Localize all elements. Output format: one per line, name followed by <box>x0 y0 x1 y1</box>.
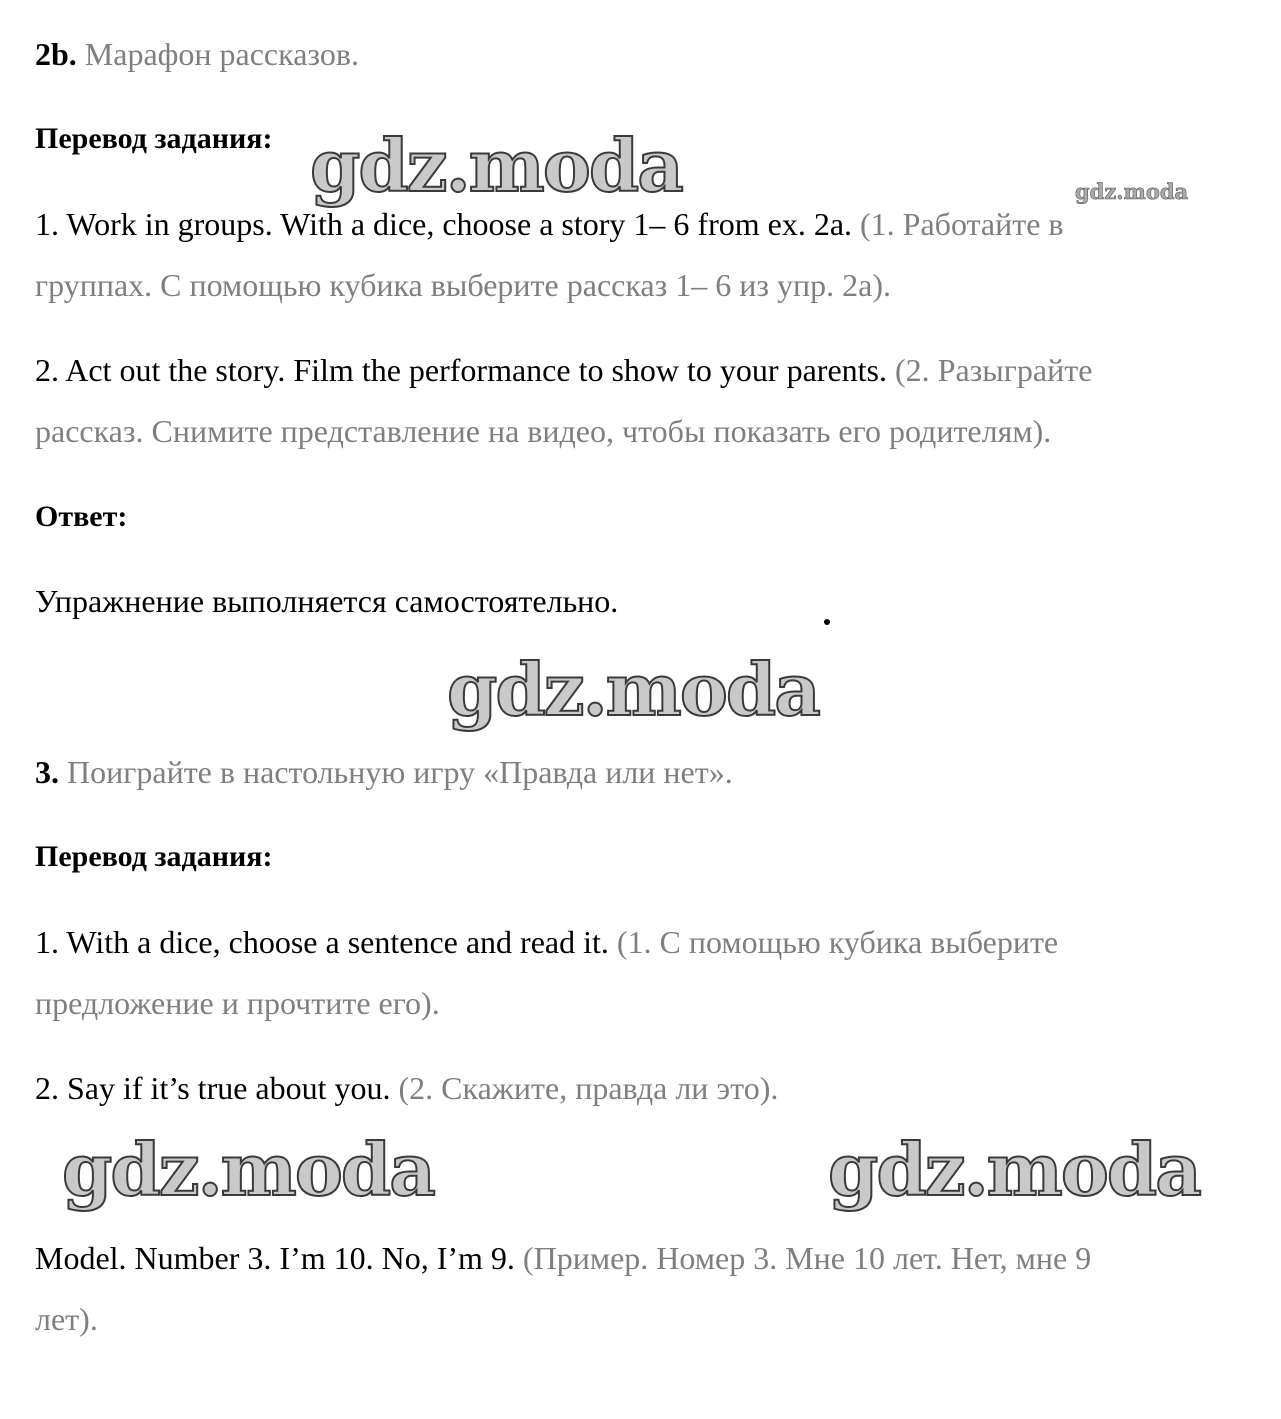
watermark-logo: gdz.moda <box>62 1127 434 1212</box>
section-2b-number: 2b. <box>35 36 77 72</box>
section-3-item2-en: 2. Say if it’s true about you. <box>35 1070 391 1106</box>
section-3-item2-ru: (2. Скажите, правда ли это). <box>398 1070 779 1106</box>
section-3-number: 3. <box>35 754 59 790</box>
section-2b-item2 <box>35 350 1092 390</box>
section-2b-item2-en: 2. Act out the story. Film the performance to show to your parents. <box>35 352 887 388</box>
section-2b-item1-en: 1. Work in groups. With a dice, choose a story 1– 6 from ex. 2a. <box>35 206 853 242</box>
answer-heading: Ответ: <box>35 500 128 533</box>
section-2b-translation-heading: Перевод задания: <box>35 122 273 155</box>
section-3-title: Поиграйте в настольную игру «Правда или нет». <box>67 754 733 790</box>
section-2b-item2-ru-continued: рассказ. Снимите представление на видео, чтобы показать его родителям). <box>35 413 1052 449</box>
watermark-logo-small: gdz.moda <box>1075 179 1189 204</box>
section-3-model-ru: (Пример. Номер 3. Мне 10 лет. Нет, мне 9 <box>522 1240 1092 1276</box>
watermark-logo: gdz.moda <box>447 647 819 732</box>
section-3-title-line <box>35 752 733 792</box>
section-3-model <box>35 1238 1091 1278</box>
section-3-translation-heading: Перевод задания: <box>35 840 273 873</box>
answer-text: Упражнение выполняется самостоятельно. <box>35 583 619 619</box>
section-3-model-en: Model. Number 3. I’m 10. No, I’m 9. <box>35 1240 515 1276</box>
section-3-item1 <box>35 922 1058 962</box>
section-3-item1-en: 1. With a dice, choose a sentence and read it. <box>35 924 609 960</box>
section-2b-item1-ru: (1. Работайте в <box>860 206 1064 242</box>
section-2b-title: Марафон рассказов. <box>84 36 359 72</box>
section-3-item1-ru-continued: предложение и прочтите его). <box>35 985 440 1021</box>
section-3-item1-ru: (1. С помощью кубика выберите <box>616 924 1059 960</box>
watermark-logo: gdz.moda <box>310 123 682 208</box>
section-3-item2 <box>35 1068 778 1108</box>
section-2b-title-line <box>35 34 359 74</box>
watermark-logo: gdz.moda <box>828 1127 1200 1212</box>
section-2b-item2-ru: (2. Разыграйте <box>894 352 1093 388</box>
section-2b-item1-ru-continued: группах. С помощью кубика выберите рассказ 1– 6 из упр. 2а). <box>35 267 891 303</box>
section-3-model-ru-continued: лет). <box>35 1301 98 1337</box>
section-2b-item1 <box>35 204 1064 244</box>
stray-dot <box>824 619 830 625</box>
